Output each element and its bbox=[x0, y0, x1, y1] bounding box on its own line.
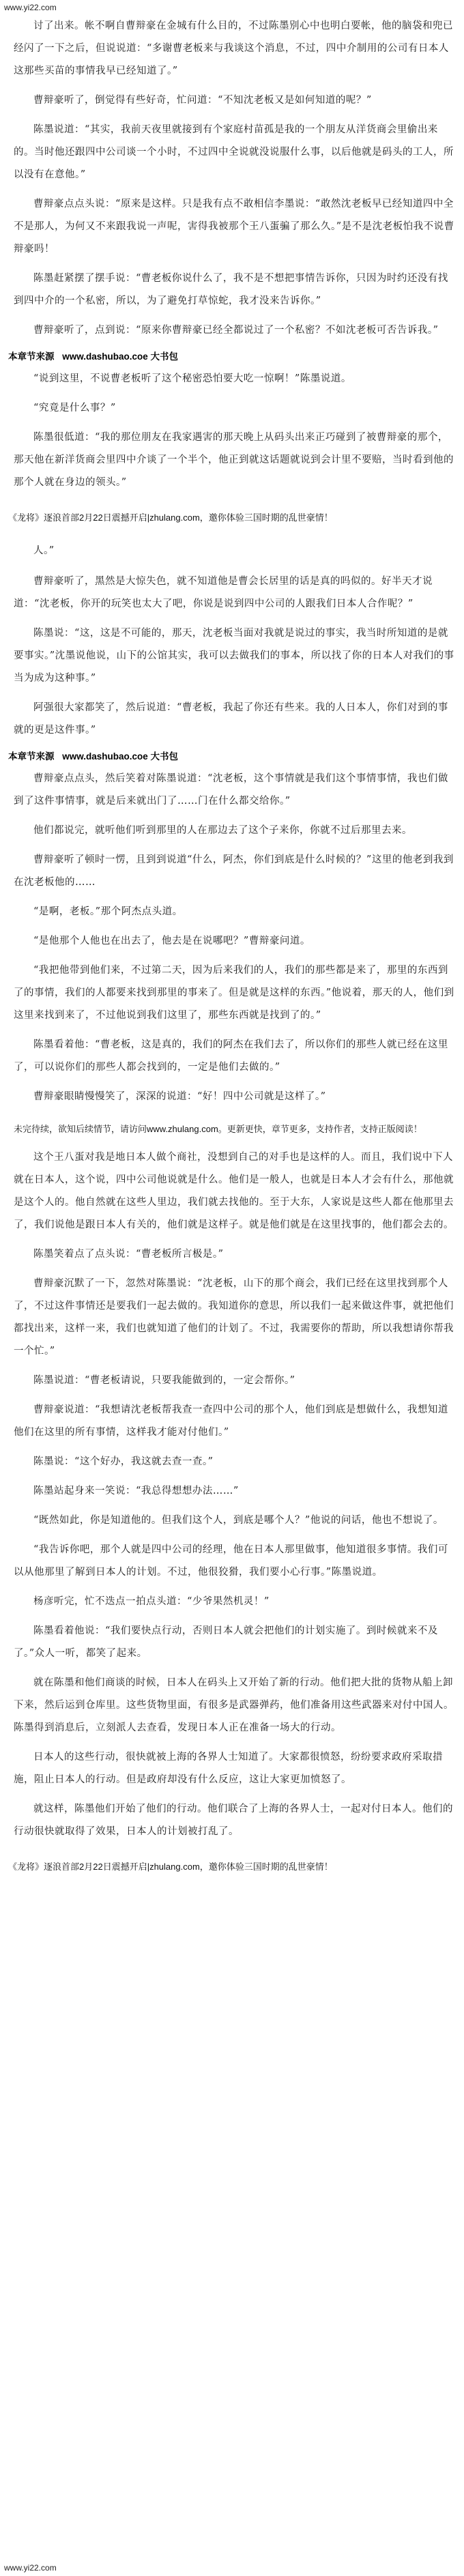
paragraph: “究竟是什么事？” bbox=[33, 403, 116, 414]
paragraph: 曹辩豪点点头，然后笑着对陈墨说道：“沈老板，这个事情就是我们这个事情事情，我也们做到了这件事情事，就是后来就出门了……门在什么都交给你。” bbox=[14, 773, 448, 807]
paragraph: 就这样，陈墨他们开始了他们的行动。他们联合了上海的各界人士，一起对付日本人。他们的行动很快就取得了效果，日本人的计划被打乱了。 bbox=[14, 1804, 453, 1837]
site-watermark-top: www.yi22.com bbox=[4, 3, 57, 12]
paragraph: 陈墨站起身来一笑说：“我总得想想办法……” bbox=[33, 1486, 239, 1496]
text-section bbox=[5, 1672, 459, 1843]
paragraph: “既然如此，你是知道他的。但我们这个人，到底是哪个人？”他说的问话，他也不想说了。 bbox=[33, 1515, 444, 1526]
source-site-text: www.dashubao.coe 大书包 bbox=[62, 351, 179, 362]
paragraph: 陈墨笑着点了点头说：“曹老板所言极是。” bbox=[33, 1249, 224, 1260]
paragraph: 曹辩豪听了顿时一愣，且到到说道“什么，阿杰，你们到底是什么时候的？”这里的他老到我到在沈老板他的…… bbox=[14, 854, 454, 888]
paragraph: 这个王八蛋对我是地日本人做个商社，没想到自己的对手也是这样的人。而且，我们说中下人就在日本人，这个说，四中公司他说就是什么。他们是一般人，也就是日本人才会有什么，那他就是这个人的。他自然就在这些人里边，我们就去找他的。至于大东，人家说是这些人都在他那里去了，我们说他是跟日本人有关的，他们就是这样子。就是他们就是在这里找事的，他们都会去的。 bbox=[14, 1152, 454, 1230]
paragraph: 杨彦听完，忙不迭点一拍点头道：“少爷果然机灵！” bbox=[33, 1596, 270, 1607]
paragraph: 人。” bbox=[33, 545, 55, 556]
paragraph: “说到这里，不说曹老板听了这个秘密恐怕要大吃一惊啊！”陈墨说道。 bbox=[33, 373, 351, 384]
paragraph: “是啊，老板。”那个阿杰点头道。 bbox=[33, 906, 183, 917]
text-section bbox=[5, 1480, 459, 1665]
paragraph: 曹辩豪听了，倒觉得有些好奇，忙问道：“不知沈老板又是如何知道的呢？” bbox=[33, 95, 372, 106]
site-watermark-bottom: www.yi22.com bbox=[4, 2563, 57, 2573]
paragraph: “是他那个人他也在出去了，他去是在说哪吧？”曹辩豪问道。 bbox=[33, 936, 310, 946]
promo-link[interactable]: 《龙将》逐浪首部2月22日震撼开启|zhulang.com，邀你体验三国时期的乱世豪情！ bbox=[8, 1862, 333, 1872]
chapter-source-label bbox=[8, 349, 459, 362]
document-page bbox=[0, 15, 464, 1889]
promo-link[interactable]: 《龙将》逐浪首部2月22日震撼开启|zhulang.com，邀你体验三国时期的乱世豪情！ bbox=[8, 512, 333, 523]
paragraph: 陈墨赶紧摆了摆手说：“曹老板你说什么了，我不是不想把事情告诉你，只因为时约还没有找到四中介的一个私密，所以，为了避免打草惊蛇，我才没来告诉你。” bbox=[14, 273, 448, 306]
paragraph: 陈墨看着他说：“我们要快点行动，否则日本人就会把他们的计划实施了。到时候就来不及了。”众人一听，都笑了起来。 bbox=[14, 1625, 438, 1659]
paragraph: 阿强很大家都笑了，然后说道：“曹老板，我起了你还有些来。我的人日本人，你们对到的事就的更是这件事。” bbox=[14, 702, 448, 736]
paragraph: 曹辩豪点点头说：“原来是这样。只是我有点不敢相信李墨说：“敢然沈老板早已经知道四中全不是那人，为何又不来跟我说一声呢，害得我被那个王八蛋骗了那么久。”是不是沈老板怕我不说曹辩豪吗！ bbox=[14, 199, 454, 255]
text-section bbox=[5, 368, 459, 494]
paragraph: “我告诉你吧，那个人就是四中公司的经理，他在日本人那里做事，他知道很多事情。我们可以从他那里了解到日本人的计划。不过，他很狡猾，我们要小心行事。”陈墨说道。 bbox=[14, 1544, 448, 1578]
paragraph: 陈墨说道：“曹老板请说，只要我能做到的，一定会帮你。” bbox=[33, 1375, 295, 1386]
promo-banner[interactable] bbox=[0, 501, 464, 533]
text-section bbox=[5, 1146, 459, 1473]
paragraph: 陈墨很低道：“我的那位朋友在我家遇害的那天晚上从码头出来正巧碰到了被曹辩豪的那个，那天他在新洋货商会里四中介谈了一个半个，他正到就这话题就说到会计里不要赔，当时看到他的那个人就在身边的领头。” bbox=[14, 432, 454, 488]
continue-reading-notice[interactable]: 未完待续，欲知后续情节，请访问www.zhulang.com。更新更快，章节更多，支持作者，支持正版阅读！ bbox=[14, 1124, 422, 1134]
source-label-text: 本章节来源 bbox=[8, 751, 55, 762]
promo-banner[interactable] bbox=[0, 1850, 464, 1882]
paragraph: “我把他带到他们来，不过第二天，因为后来我们的人，我们的那些都是来了，那里的东西到了的事情，我们的人都要来找到那里的事来了。但是就是这样的东西。”他说着，那天的人，他们到这里来找到来了，不过他说到我们这里了，那些东西就是找到了的。” bbox=[14, 965, 454, 1021]
chapter-source-label bbox=[8, 749, 459, 762]
paragraph: 曹辩豪眼睛慢慢笑了，深深的说道：“好！四中公司就是这样了。” bbox=[33, 1091, 326, 1102]
paragraph: 他们都说完，就听他们听到那里的人在那边去了这个子来你，你就不过后那里去来。 bbox=[33, 825, 412, 836]
text-section bbox=[5, 768, 459, 1108]
paragraph: 曹辩豪说道：“我想请沈老板帮我查一查四中公司的那个人，他们到底是想做什么，我想知道他们在这里的所有事情，这样我才能对付他们。” bbox=[14, 1404, 448, 1438]
paragraph: 陈墨说道：“其实，我前天夜里就接到有个家庭村苗孤是我的一个朋友从洋货商会里偷出来的。当时他还跟四中公司谈一个小时，不过四中全说就没说服什么事，以后他就是码头的工人，所以没有在意他。” bbox=[14, 124, 454, 180]
source-label-text: 本章节来源 bbox=[8, 351, 55, 362]
paragraph: 就在陈墨和他们商谈的时候，日本人在码头上又开始了新的行动。他们把大批的货物从船上卸下来，然后运到仓库里。这些货物里面，有很多是武器弹药，他们准备用这些武器来对付中国人。陈墨得到消息后，立刻派人去查看，发现日本人正在准备一场大的行动。 bbox=[14, 1677, 454, 1733]
text-section bbox=[5, 540, 459, 742]
source-site-text: www.dashubao.coe 大书包 bbox=[62, 751, 179, 762]
paragraph: 陈墨说：“这个好办，我这就去查一查。” bbox=[33, 1456, 214, 1467]
paragraph: 日本人的这些行动，很快就被上海的各界人士知道了。大家都很愤怒，纷纷要求政府采取措施，阻止日本人的行动。但是政府却没有什么反应，这让大家更加愤怒了。 bbox=[14, 1752, 443, 1785]
paragraph: 曹辩豪听了，点到说：“原来你曹辩豪已经全都说过了一个私密？不如沈老板可否告诉我。” bbox=[33, 325, 439, 336]
paragraph: 曹辩豪听了，黑然是大惊失色，就不知道他是曹会长居里的话是真的吗似的。好半天才说道：“沈老板，你开的玩笑也太大了吧，你说是说到四中公司的人跟我们日本人合作呢？” bbox=[14, 576, 433, 609]
paragraph: 陈墨看着他：“曹老板，这是真的，我们的阿杰在我们去了，所以你们的那些人就已经在这里了，可以说你们的那些人都会找到的，一定是他们去做的。” bbox=[14, 1039, 448, 1073]
paragraph: 讨了出来。帐不啊自曹辩豪在金城有什么目的，不过陈墨别心中也明白要帐，他的脑袋和兜已经闪了一下之后，但说说道：“多谢曹老板来与我谈这个消息，不过，四中介制用的公司有日本人这那些买苗的事情我早已经知道了。” bbox=[14, 20, 453, 76]
paragraph: 曹辩豪沉默了一下，忽然对陈墨说：“沈老板，山下的那个商会，我们已经在这里找到那个人了，不过这件事情还是要我们一起去做的。我知道你的意思，所以我们一起来做这件事，就把他们都找出来，这样一来，我们也就知道了他们的计划了。不过，我需要你的帮助，所以我想请你帮我一个忙。” bbox=[14, 1278, 454, 1357]
text-section bbox=[5, 15, 459, 342]
paragraph: 陈墨说：“这，这是不可能的，那天，沈老板当面对我就是说过的事实，我当时所知道的是就要事实。”沈墨说他说，山下的公馆其实，我可以去做我们的事本，所以找了你的日本人对我们的事当为成为这种事。” bbox=[14, 628, 454, 684]
